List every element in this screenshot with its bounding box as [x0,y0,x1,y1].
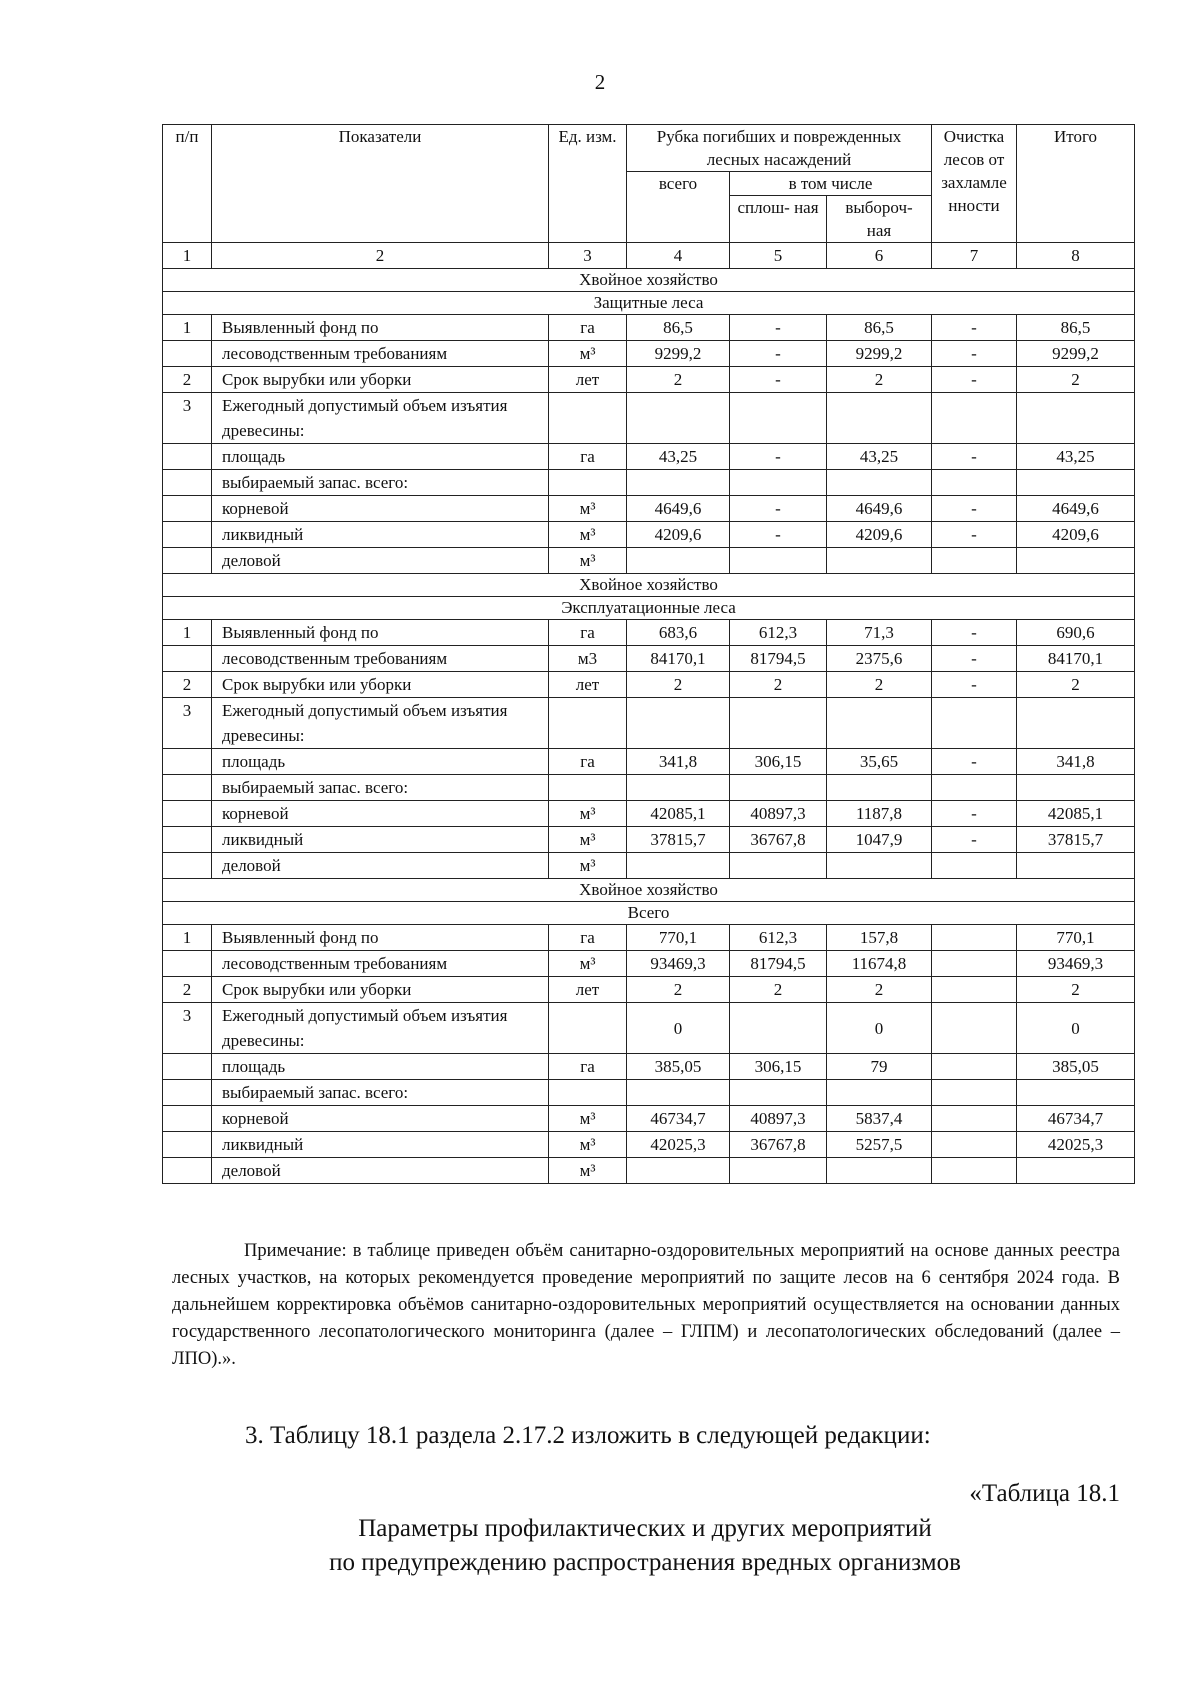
table-cell: 9299,2 [827,341,932,367]
table-cell [163,341,212,367]
table-cell: 42085,1 [627,801,730,827]
table-cell [827,775,932,801]
table-reference: «Таблица 18.1 [969,1480,1120,1507]
table-cell [932,853,1017,879]
section-title: Хвойное хозяйство [163,879,1135,902]
table-row [163,749,1135,775]
table-cell: га [549,315,627,341]
table-cell: - [932,315,1017,341]
table-cell: га [549,444,627,470]
table-cell: 36767,8 [730,827,827,853]
table-row [163,1080,1135,1106]
table-cell [163,522,212,548]
table-cell [932,775,1017,801]
table-row [163,775,1135,801]
section-subtitle: Эксплуатационные леса [163,597,1135,620]
table-cell: 35,65 [827,749,932,775]
table-cell: 306,15 [730,749,827,775]
table-cell: - [730,367,827,393]
table-cell [932,1158,1017,1184]
table-cell: 770,1 [627,925,730,951]
table-row [163,1106,1135,1132]
table-cell: 2 [1017,672,1135,698]
column-number-row [163,243,1135,269]
table-cell [163,1106,212,1132]
table-cell [163,853,212,879]
table-cell: 42025,3 [627,1132,730,1158]
table-note: Примечание: в таблице приведен объём санитарно-оздоровительных мероприятий на основе данных реестра лесных участков, на которых рекомендуется проведение мероприятий по защите лесов на 6 сентября 2024 года. В дальнейшем корректировка объёмов санитарно-оздоровительных мероприятий осуществляется на основании данных государственного лесопатологического мониторинга (далее – ГЛПМ) и лесопатологических обследований (далее – ЛПО).». [172,1241,1120,1369]
table-row [163,496,1135,522]
table-cell [932,393,1017,444]
table-cell: 81794,5 [730,646,827,672]
table-cell: - [932,801,1017,827]
table-cell: - [730,522,827,548]
table-cell [1017,853,1135,879]
table-cell [1017,470,1135,496]
table-cell [627,393,730,444]
indicator-cell: деловой [212,1158,549,1184]
table-cell [730,548,827,574]
table-cell [1017,698,1135,749]
table-cell: - [932,827,1017,853]
table-cell [932,1054,1017,1080]
table-cell: 157,8 [827,925,932,951]
table-cell: 4649,6 [1017,496,1135,522]
table-cell [827,853,932,879]
table-cell: 1 [163,620,212,646]
table-row [163,315,1135,341]
table-cell [163,1132,212,1158]
table-cell [163,548,212,574]
table-cell [1017,775,1135,801]
table-cell: 9299,2 [1017,341,1135,367]
table-cell: 306,15 [730,1054,827,1080]
table-cell: - [932,672,1017,698]
table-row [163,470,1135,496]
indicator-cell: площадь [212,749,549,775]
table-row [163,951,1135,977]
table-cell: 37815,7 [627,827,730,853]
table-cell [163,496,212,522]
table-cell [932,470,1017,496]
table-cell: - [932,620,1017,646]
table-cell [549,1080,627,1106]
table-cell: 2 [730,977,827,1003]
header-pp: п/п [163,125,212,243]
page-number: 2 [594,70,606,94]
table-cell: - [932,367,1017,393]
table-cell [827,1080,932,1106]
column-number-cell: 8 [1017,243,1135,269]
table-cell [549,470,627,496]
table-cell: 341,8 [627,749,730,775]
table-cell [1017,393,1135,444]
section-title-row [163,269,1135,292]
indicator-cell: Выявленный фонд по [212,315,549,341]
column-number-cell: 5 [730,243,827,269]
indicator-cell: Срок вырубки или уборки [212,367,549,393]
table-cell: 3 [163,698,212,749]
table-row [163,522,1135,548]
indicator-cell: лесоводственным требованиям [212,646,549,672]
table-cell: га [549,1054,627,1080]
table-cell: - [730,496,827,522]
table-cell: 3 [163,1003,212,1054]
table-cell: 2 [163,672,212,698]
table-cell [730,1003,827,1054]
table-cell [627,853,730,879]
table-row [163,827,1135,853]
table-row [163,444,1135,470]
table-cell [730,698,827,749]
column-number-cell: 7 [932,243,1017,269]
table-cell [827,698,932,749]
table-cell [163,775,212,801]
table-cell: 46734,7 [1017,1106,1135,1132]
table-cell: 2 [827,672,932,698]
table-cell [730,1158,827,1184]
indicator-cell: корневой [212,496,549,522]
table-cell: м³ [549,1106,627,1132]
table-row [163,646,1135,672]
table-cell: - [730,315,827,341]
table-cell [163,444,212,470]
table-cell [932,1132,1017,1158]
table-cell: 71,3 [827,620,932,646]
table-cell: га [549,620,627,646]
table-row [163,367,1135,393]
section-subtitle-row [163,597,1135,620]
table-cell: 4649,6 [827,496,932,522]
table-cell [163,1054,212,1080]
section-title-row [163,574,1135,597]
section-title: Хвойное хозяйство [163,269,1135,292]
table-cell: - [730,341,827,367]
indicator-cell: Срок вырубки или уборки [212,977,549,1003]
table-cell: - [932,341,1017,367]
table-cell: 46734,7 [627,1106,730,1132]
indicator-cell: Срок вырубки или уборки [212,672,549,698]
table-cell [932,1106,1017,1132]
table-cell: м³ [549,951,627,977]
table-cell: м³ [549,1132,627,1158]
table-cell: 4209,6 [1017,522,1135,548]
table-cell: м³ [549,853,627,879]
table-cell [932,925,1017,951]
table-cell: 42025,3 [1017,1132,1135,1158]
indicator-cell: деловой [212,853,549,879]
header-including: в том числе [730,172,932,196]
table-cell: 0 [627,1003,730,1054]
table-cell: 2 [627,367,730,393]
table-row [163,1003,1135,1054]
table-cell [549,698,627,749]
table-cell: - [730,444,827,470]
table-cell: 1047,9 [827,827,932,853]
table-cell: м³ [549,341,627,367]
table-cell: 2 [163,367,212,393]
table-cell: м³ [549,1158,627,1184]
table-cell: 81794,5 [730,951,827,977]
header-clear-cut: сплош- ная [730,196,827,243]
section-subtitle: Защитные леса [163,292,1135,315]
table-cell [827,393,932,444]
header-cutting: Рубка погибших и поврежденных лесных насаждений [627,125,932,172]
table-cell: м³ [549,801,627,827]
indicator-cell: ликвидный [212,827,549,853]
indicator-cell: Ежегодный допустимый объем изъятия древесины: [212,1003,549,1054]
table-cell: 1187,8 [827,801,932,827]
table-row [163,672,1135,698]
table-cell: 3 [163,393,212,444]
table-row [163,853,1135,879]
table-cell: 612,3 [730,925,827,951]
table-cell: 683,6 [627,620,730,646]
indicator-cell: лесоводственным требованиям [212,341,549,367]
indicator-cell: лесоводственным требованиям [212,951,549,977]
table-cell: 43,25 [627,444,730,470]
table-cell: 84170,1 [627,646,730,672]
table-cell [827,548,932,574]
table-cell [549,1003,627,1054]
table-cell: 43,25 [827,444,932,470]
table-cell: 4649,6 [627,496,730,522]
indicator-cell: площадь [212,444,549,470]
indicator-cell: выбираемый запас. всего: [212,470,549,496]
table-cell: 43,25 [1017,444,1135,470]
table-cell [932,698,1017,749]
table-row [163,925,1135,951]
table-cell: 770,1 [1017,925,1135,951]
column-number-cell: 4 [627,243,730,269]
header-indicators: Показатели [212,125,549,243]
table-cell: м³ [549,522,627,548]
table-cell: 0 [1017,1003,1135,1054]
indicator-cell: Ежегодный допустимый объем изъятия древесины: [212,393,549,444]
table-cell: 93469,3 [627,951,730,977]
table-cell: - [932,496,1017,522]
table-cell [163,470,212,496]
table-cell [1017,1080,1135,1106]
table-cell [627,698,730,749]
section-title: Хвойное хозяйство [163,574,1135,597]
table-cell [932,1080,1017,1106]
table-cell [1017,1158,1135,1184]
table-cell: 93469,3 [1017,951,1135,977]
column-number-cell: 2 [212,243,549,269]
table-cell: 0 [827,1003,932,1054]
table-cell: 341,8 [1017,749,1135,775]
table-cell: 84170,1 [1017,646,1135,672]
indicator-cell: деловой [212,548,549,574]
section-title [0,1512,1200,1580]
table-cell: 86,5 [627,315,730,341]
forest-sanitation-table [162,124,1135,1184]
table-cell: м³ [549,548,627,574]
indicator-cell: выбираемый запас. всего: [212,775,549,801]
table-cell [163,801,212,827]
table-cell [1017,548,1135,574]
table-cell: 42085,1 [1017,801,1135,827]
section-subtitle-row [163,292,1135,315]
table-cell: 37815,7 [1017,827,1135,853]
header-all: всего [627,172,730,243]
amendment-item-3: 3. Таблицу 18.1 раздела 2.17.2 изложить в следующей редакции: [245,1422,931,1449]
table-cell: 5257,5 [827,1132,932,1158]
indicator-cell: Выявленный фонд по [212,620,549,646]
table-cell [730,470,827,496]
column-number-cell: 3 [549,243,627,269]
table-cell [627,1080,730,1106]
table-cell: 2 [627,977,730,1003]
table-row [163,393,1135,444]
table-cell: 86,5 [1017,315,1135,341]
indicator-cell: Выявленный фонд по [212,925,549,951]
table-cell: 79 [827,1054,932,1080]
table-cell: - [932,749,1017,775]
table-cell [827,470,932,496]
indicator-cell: ликвидный [212,522,549,548]
table-cell [730,393,827,444]
table-row [163,698,1135,749]
table-cell: 40897,3 [730,1106,827,1132]
table-cell: 1 [163,315,212,341]
indicator-cell: площадь [212,1054,549,1080]
table-cell: 2 [827,977,932,1003]
header-unit: Ед. изм. [549,125,627,243]
table-cell: м³ [549,496,627,522]
table-cell: лет [549,672,627,698]
column-number-cell: 6 [827,243,932,269]
table-row [163,1054,1135,1080]
table-row [163,548,1135,574]
table-cell [163,749,212,775]
table-cell: 4209,6 [627,522,730,548]
table-cell: 2 [730,672,827,698]
table-cell [730,853,827,879]
table-cell [163,951,212,977]
table-cell [730,1080,827,1106]
section-subtitle-row [163,902,1135,925]
indicator-cell: корневой [212,1106,549,1132]
table-cell: лет [549,367,627,393]
table-cell [627,470,730,496]
table-row [163,1158,1135,1184]
table-cell: 9299,2 [627,341,730,367]
table-cell: га [549,925,627,951]
table-cell: - [932,646,1017,672]
table-cell: 385,05 [1017,1054,1135,1080]
section-title-line-1: Параметры профилактических и других мероприятий [358,1515,932,1542]
table-row [163,977,1135,1003]
indicator-cell: Ежегодный допустимый объем изъятия древесины: [212,698,549,749]
table-cell [932,548,1017,574]
header-selective: выбороч- ная [827,196,932,243]
section-subtitle: Всего [163,902,1135,925]
table-cell [932,1003,1017,1054]
table-cell: 2 [163,977,212,1003]
table-row [163,341,1135,367]
table-cell [549,775,627,801]
table-row [163,620,1135,646]
indicator-cell: корневой [212,801,549,827]
table-cell: 612,3 [730,620,827,646]
table-cell: 385,05 [627,1054,730,1080]
table-row [163,1132,1135,1158]
table-cell [827,1158,932,1184]
header-total: Итого [1017,125,1135,243]
table-cell [627,1158,730,1184]
table-cell [549,393,627,444]
table-cell: м3 [549,646,627,672]
header-row [163,125,1135,172]
table-cell: м³ [549,827,627,853]
table-cell: 86,5 [827,315,932,341]
table-cell: га [549,749,627,775]
section-title-line-2: по предупреждению распространения вредных организмов [329,1549,961,1576]
table-cell [932,977,1017,1003]
table-cell: 2375,6 [827,646,932,672]
table-cell [932,951,1017,977]
header-clearing: Очистка лесов от захламле нности [932,125,1017,243]
table-cell [163,827,212,853]
table-cell: 2 [1017,977,1135,1003]
table-cell: 2 [627,672,730,698]
table-cell: 5837,4 [827,1106,932,1132]
column-number-cell: 1 [163,243,212,269]
table-cell [730,775,827,801]
table-cell [627,775,730,801]
table-cell: 40897,3 [730,801,827,827]
table-cell: 4209,6 [827,522,932,548]
table-cell [163,1080,212,1106]
table-cell: 1 [163,925,212,951]
table-cell [627,548,730,574]
table-cell: 11674,8 [827,951,932,977]
table-cell [163,646,212,672]
table-cell: - [932,444,1017,470]
section-title-row [163,879,1135,902]
table-cell: лет [549,977,627,1003]
table-cell [163,1158,212,1184]
table-cell: 2 [827,367,932,393]
table-row [163,801,1135,827]
table-cell: 2 [1017,367,1135,393]
indicator-cell: выбираемый запас. всего: [212,1080,549,1106]
table-cell: 690,6 [1017,620,1135,646]
indicator-cell: ликвидный [212,1132,549,1158]
table-cell: - [932,522,1017,548]
table-cell: 36767,8 [730,1132,827,1158]
